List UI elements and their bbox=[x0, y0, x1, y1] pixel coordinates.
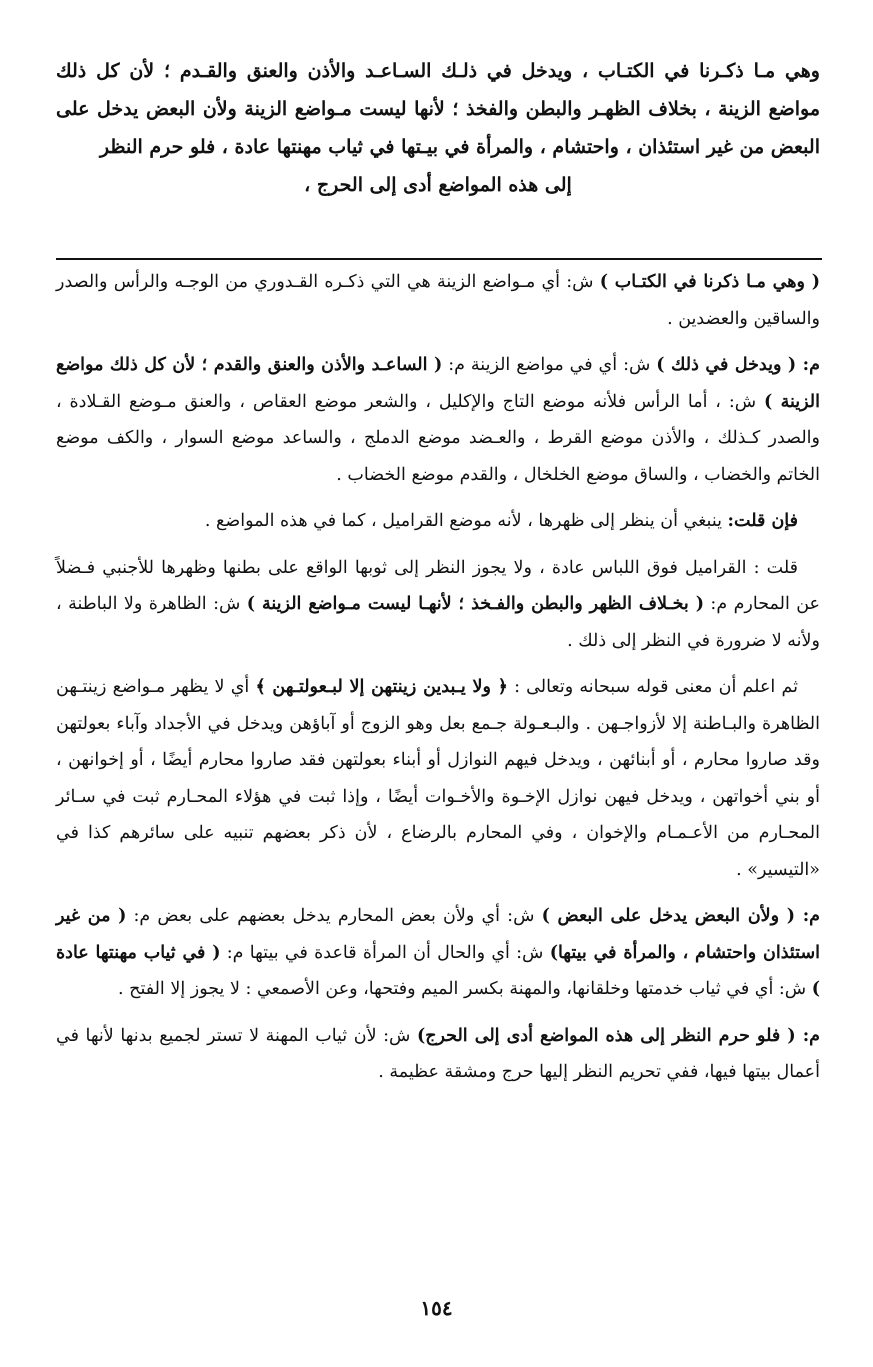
commentary-text: ش: الظاهرة ولا الباطنة ، ولأنه لا ضرورة في النظر إلى ذلك . bbox=[56, 594, 820, 651]
commentary-paragraph bbox=[56, 264, 820, 337]
matn-text bbox=[56, 52, 820, 204]
matn-quote: ( من غير استئذان واحتشام ، والمرأة في بيتها) bbox=[56, 906, 820, 963]
commentary-text: ش: لأن ثياب المهنة لا تستر لجميع بدنها لأنها في أعمال بيتها فيها، ففي تحريم النظر إليها حرج ومشقة عظيمة . bbox=[56, 1025, 820, 1082]
commentary-paragraph bbox=[56, 669, 820, 888]
commentary-text: ش: ، أما الرأس فلأنه موضع التاج والإكليل ، والشعر موضع العقاص ، والعنق مـوضع القـلادة ، والصدر كـذلك ، والأذن موضع القرط ، والعـضد موضع الدملج ، والساعد موضع السوار ، والكف موضع الخاتم والخضاب ، والساق موضع الخلخال ، والقدم موضع الخضاب . bbox=[56, 391, 820, 485]
commentary-paragraph bbox=[56, 1018, 820, 1091]
commentary-paragraph bbox=[56, 347, 820, 493]
commentary-text: ش: أي في مواضع الزينة م: bbox=[442, 355, 657, 375]
commentary-text: ثم اعلم أن معنى قوله سبحانه وتعالى : bbox=[507, 677, 798, 697]
matn-quote: م: ( ولأن البعض يدخل على البعض ) bbox=[541, 906, 820, 926]
matn-quote: ( وهي مـا ذكرنا في الكتـاب ) bbox=[599, 272, 820, 292]
commentary-paragraph bbox=[56, 898, 820, 1008]
matn-quote: ( بخـلاف الظهر والبطن والفـخذ ؛ لأنهـا ليست مـواضع الزينة ) bbox=[246, 594, 705, 614]
page-number: ١٥٤ bbox=[420, 1296, 453, 1320]
matn-last-line: إلى هذه المواضع أدى إلى الحرج ، bbox=[304, 174, 572, 196]
commentary-text: قلت : القراميل فوق اللباس عادة ، ولا يجوز النظر إلى ثوبها الواقع على بطنها وظهرها للأجنبي فـضلاً عن المحارم م: bbox=[56, 557, 820, 614]
commentary-text: ش: أي والحال أن المرأة قاعدة في بيتها م: bbox=[220, 942, 550, 963]
commentary-text: ش: أي مـواضع الزينة هي التي ذكـره القـدوري من الوجـه والرأس والصدر والساقين والعضدين . bbox=[56, 272, 820, 329]
matn-quote: م: ( ويدخل في ذلك ) bbox=[656, 355, 820, 375]
quran-quote: ﴿ ولا يـبدين زينتهن إلا لبـعولتـهن ﴾ bbox=[255, 677, 508, 697]
commentary-text: ينبغي أن ينظر إلى ظهرها ، لأنه موضع القراميل ، كما في هذه المواضع . bbox=[204, 511, 728, 531]
matn-quote: ( في ثياب مهنتها عادة ) bbox=[56, 942, 820, 999]
commentary-paragraph bbox=[56, 503, 820, 540]
matn-quote: م: ( فلو حرم النظر إلى هذه المواضع أدى إلى الحرج) bbox=[416, 1025, 820, 1046]
commentary-block bbox=[56, 264, 820, 1101]
matn-quote: ( الساعـد والأذن والعنق والقدم ؛ لأن كل ذلك مواضع الزينة ) bbox=[56, 355, 820, 412]
matn-block bbox=[56, 52, 820, 204]
matn-body: وهي مـا ذكـرنا في الكتـاب ، ويدخل في ذلـك السـاعـد والأذن والعنق والقـدم ؛ لأن كل ذلك مواضع الزينة ، بخلاف الظهـر والبطن والفخذ ؛ لأنها ليست مـواضع الزينة ولأن البعض يدخل على البعض من غير استئذان ، واحتشام ، والمرأة في بيـتها في ثياب مهنتها عادة ، فلو حرم النظر bbox=[56, 60, 820, 158]
separator-rule bbox=[56, 258, 822, 260]
objection-label: فإن قلت: bbox=[727, 511, 798, 531]
commentary-text: أي لا يظهر مـواضع زينتـهن الظاهرة والبـاطنة إلا لأزواجـهن . والبـعـولة جـمع بعل وهو الزوج أو آباؤهن ويدخل في الأجداد وآباء بعولتهن وقد صاروا محارم ، أو أبنائهن ، ويدخل فيهم النوازل أو أبناء بعولتهن فقد صاروا محارم أيضًا ، أو إخوانهن ، أو بني أخواتهن ، ويدخل فيهن نوازل الإخـوة والأخـوات أيضًا ، وإذا ثبت في هؤلاء المحـارم ثبت في سـائر المحـارم من الأعـمـام والإخوان ، وفي المحارم بالرضاع ، لأن ذكر بعضهم تنبيه على سائرهم كذا في «التيسير» . bbox=[56, 677, 820, 880]
commentary-text: ش: أي في ثياب خدمتها وخلقانها، والمهنة بكسر الميم وفتحها، وعن الأصمعي : لا يجوز إلا الفتح . bbox=[118, 979, 812, 999]
commentary-text: ش: أي ولأن بعض المحارم يدخل بعضهم على بعض م: bbox=[126, 906, 542, 926]
commentary-paragraph bbox=[56, 550, 820, 660]
